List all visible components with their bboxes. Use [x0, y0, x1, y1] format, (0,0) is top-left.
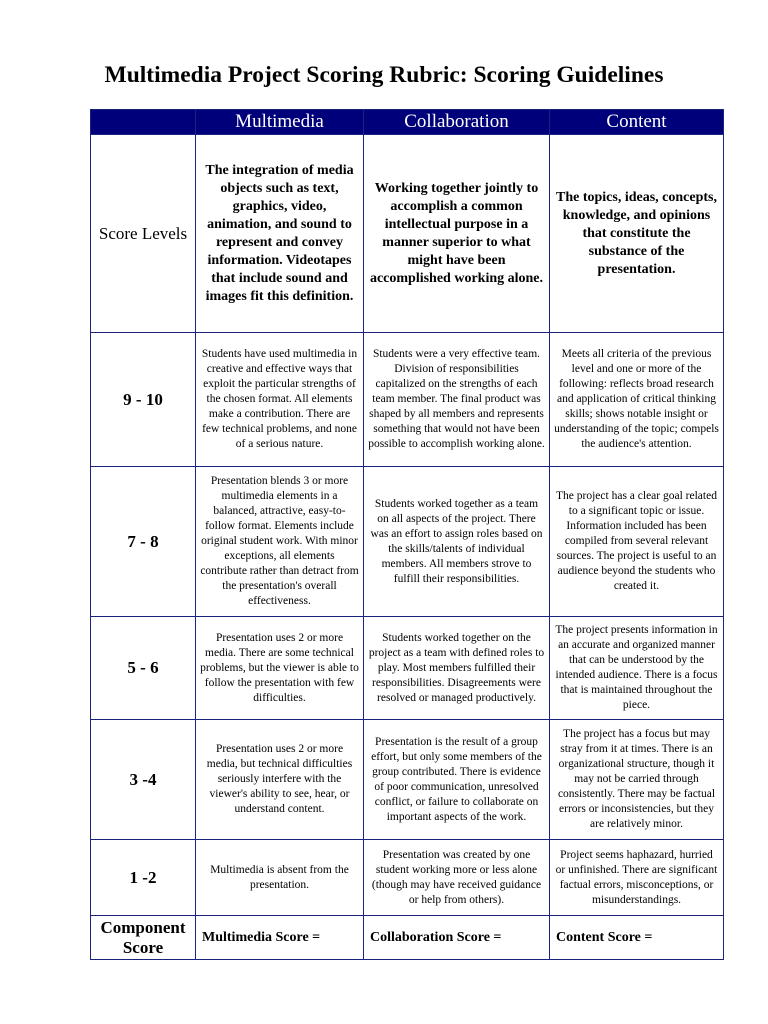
- column-header-collaboration: Collaboration: [364, 110, 550, 135]
- table-cell: Presentation uses 2 or more media. There are some technical problems, but the viewer is able to follow the presentation with few difficulties.: [196, 617, 364, 720]
- table-row: [91, 467, 724, 617]
- score-level-label: 3 -4: [91, 720, 196, 840]
- table-cell: The project has a clear goal related to a significant topic or issue. Information included has been compiled from several relevant sources. The project is useful to an audience beyond the students who created it.: [550, 467, 724, 617]
- table-cell: Presentation uses 2 or more media, but technical difficulties seriously interfere with the viewer's ability to see, hear, or understand content.: [196, 720, 364, 840]
- definition-multimedia: The integration of media objects such as text, graphics, video, animation, and sound to represent and convey information. Videotapes that include sound and images fit this definition.: [196, 135, 364, 333]
- table-cell: Presentation was created by one student working more or less alone (though may have received guidance or help from others).: [364, 840, 550, 916]
- page-title: Multimedia Project Scoring Rubric: Scoring Guidelines: [104, 62, 664, 88]
- table-cell: The project has a focus but may stray from it at times. There is an organizational structure, though it may not be carried through consistently. There may be factual errors or inconsistencies, but they are relatively minor.: [550, 720, 724, 840]
- rubric-table: [90, 109, 724, 960]
- table-cell: Presentation is the result of a group effort, but only some members of the group contributed. There is evidence of poor communication, unresolved conflict, or failure to collaborate on important aspects of the work.: [364, 720, 550, 840]
- table-cell: Students have used multimedia in creative and effective ways that exploit the particular strengths of the chosen format. All elements make a contribution. There are few technical problems, and none of a serious nature.: [196, 333, 364, 467]
- header-corner: [91, 110, 196, 135]
- table-cell: Meets all criteria of the previous level and one or more of the following: reflects broad research and application of critical thinking skills; shows notable insight or understanding of the topic; compels the audience's attention.: [550, 333, 724, 467]
- table-row: [91, 720, 724, 840]
- table-cell: Presentation blends 3 or more multimedia elements in a balanced, attractive, easy-to-follow format. Elements include original student work. With minor exceptions, all elements contribute rather than detract from the presentation's overall effectiveness.: [196, 467, 364, 617]
- table-cell: Students worked together on the project as a team with defined roles to play. Most members fulfilled their responsibilities. Disagreements were resolved or managed productively.: [364, 617, 550, 720]
- column-header-multimedia: Multimedia: [196, 110, 364, 135]
- header-row: [91, 110, 724, 135]
- definition-row: [91, 135, 724, 333]
- component-score-label: Component Score: [91, 916, 196, 960]
- score-level-label: 9 - 10: [91, 333, 196, 467]
- score-level-label: 5 - 6: [91, 617, 196, 720]
- table-cell: The project presents information in an accurate and organized manner that can be understood by the intended audience. There is a focus that is maintained throughout the piece.: [550, 617, 724, 720]
- content-score-field: Content Score =: [550, 916, 724, 960]
- table-cell: Multimedia is absent from the presentation.: [196, 840, 364, 916]
- definition-collaboration: Working together jointly to accomplish a common intellectual purpose in a manner superior to what might have been accomplished working alone.: [364, 135, 550, 333]
- multimedia-score-field: Multimedia Score =: [196, 916, 364, 960]
- table-cell: Students worked together as a team on all aspects of the project. There was an effort to assign roles based on the skills/talents of individual members. All members strove to fulfill their responsibilities.: [364, 467, 550, 617]
- collaboration-score-field: Collaboration Score =: [364, 916, 550, 960]
- table-row: [91, 840, 724, 916]
- table-row: [91, 617, 724, 720]
- component-score-row: [91, 916, 724, 960]
- table-row: [91, 333, 724, 467]
- score-levels-label: Score Levels: [91, 135, 196, 333]
- column-header-content: Content: [550, 110, 724, 135]
- score-level-label: 7 - 8: [91, 467, 196, 617]
- table-cell: Project seems haphazard, hurried or unfinished. There are significant factual errors, misconceptions, or misunderstandings.: [550, 840, 724, 916]
- definition-content: The topics, ideas, concepts, knowledge, and opinions that constitute the substance of the presentation.: [550, 135, 724, 333]
- score-level-label: 1 -2: [91, 840, 196, 916]
- table-cell: Students were a very effective team. Division of responsibilities capitalized on the strengths of each team member. The final product was shaped by all members and represents something that would not have been possible to accomplish working alone.: [364, 333, 550, 467]
